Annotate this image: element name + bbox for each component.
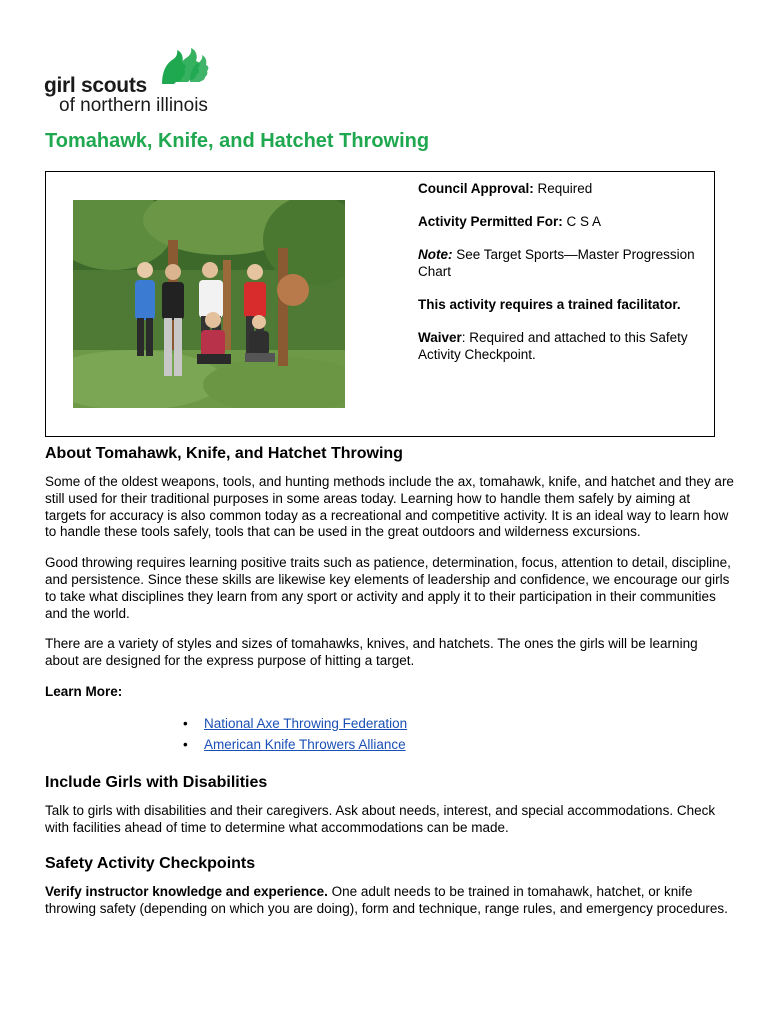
council-logo xyxy=(44,44,244,116)
document-body xyxy=(45,444,735,932)
group-photo-image xyxy=(73,200,345,408)
learn-more-links xyxy=(45,715,735,753)
link-national-axe-throwing-federation[interactable]: National Axe Throwing Federation xyxy=(204,715,408,731)
about-paragraph-3: There are a variety of styles and sizes of tomahawks, knives, and hatchets. The ones the girls will be learning about are designed for the express purpose of hitting a target. xyxy=(45,636,698,669)
bullet-icon: • xyxy=(183,715,188,731)
learn-more-label: Learn More: xyxy=(45,683,123,699)
disabilities-heading: Include Girls with Disabilities xyxy=(45,773,268,791)
logo-text-council: of northern illinois xyxy=(59,95,208,116)
checkpoint-instructor: Verify instructor knowledge and experience. One adult needs to be trained in tomahawk, hatchet, or knife throwing safety (depending on which you are doing), form and technique, range rules, and emergency procedures. xyxy=(45,884,728,917)
page-title: Tomahawk, Knife, and Hatchet Throwing xyxy=(45,130,430,152)
activity-photo xyxy=(73,200,345,408)
about-paragraph-1: Some of the oldest weapons, tools, and hunting methods include the ax, tomahawk, knife, and hatchet and they are still used for their traditional purposes in some areas today. Learning how to handle them safely by aiming at targets for accuracy is also common today as a recreational and competitive activity. It is an ideal way to learn how to handle these tools safely, tools that can be used in the great outdoors and wilderness excursions. xyxy=(45,474,734,540)
activity-permitted-for: Activity Permitted For: C S A xyxy=(418,214,602,229)
progression-note: Note: See Target Sports—Master Progression Chart xyxy=(418,247,695,279)
waiver-info: Waiver: Required and attached to this Safety Activity Checkpoint. xyxy=(418,330,688,362)
list-item xyxy=(45,736,735,753)
council-approval: Council Approval: Required xyxy=(418,181,593,196)
bullet-icon: • xyxy=(183,736,188,752)
activity-info-box xyxy=(45,171,715,437)
facilitator-requirement: This activity requires a trained facilitator. xyxy=(418,297,681,312)
disabilities-paragraph: Talk to girls with disabilities and their caregivers. Ask about needs, interest, and special accommodations. Check with facilities ahead of time to determine what accommodations can be made. xyxy=(45,802,716,835)
logo-text-girl-scouts: girl scouts xyxy=(44,74,147,97)
checkpoints-heading: Safety Activity Checkpoints xyxy=(45,855,256,873)
about-heading: About Tomahawk, Knife, and Hatchet Throwing xyxy=(45,445,403,462)
activity-details xyxy=(418,180,710,379)
list-item xyxy=(45,715,735,732)
link-american-knife-throwers-alliance[interactable]: American Knife Throwers Alliance xyxy=(204,736,406,752)
about-paragraph-2: Good throwing requires learning positive traits such as patience, determination, focus, attention to detail, discipline, and persistence. Since these skills are likewise key elements of leadership and confidence, we encourage our girls to take what disciplines they learn from any sport or activity and apply it to their participation in their communities and the world. xyxy=(45,555,731,621)
trefoil-profiles-icon xyxy=(156,46,210,86)
